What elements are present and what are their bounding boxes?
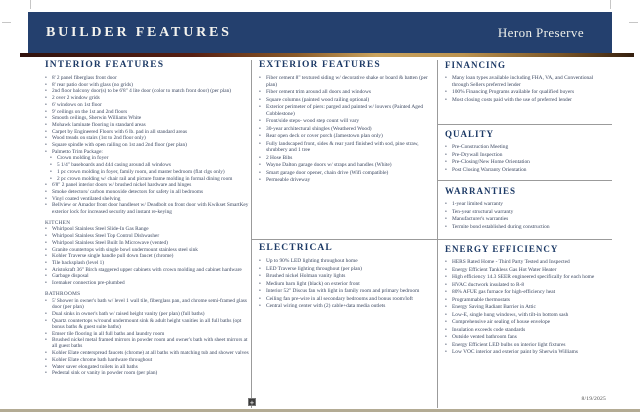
- bullet-icon: •: [445, 266, 447, 273]
- feature-item: [259, 258, 430, 265]
- feature-item: [445, 304, 610, 311]
- feature-item: [45, 260, 250, 266]
- feature-item: [445, 97, 610, 104]
- feature-item: [45, 149, 250, 155]
- feature-item: [445, 282, 610, 289]
- feature-text: BATHROOMS: [45, 291, 81, 298]
- feature-text: Kohler Elate centerspread faucets (chrome) at all baths with matching tub and shower valves: [52, 350, 249, 357]
- feature-item: [445, 75, 610, 88]
- bullet-icon: •: [259, 104, 261, 110]
- feature-item: [45, 226, 250, 232]
- bullet-icon: •: [45, 246, 47, 253]
- feature-item: [259, 177, 430, 184]
- feature-item: [445, 274, 610, 281]
- feature-item: [259, 89, 430, 96]
- feature-item: [445, 216, 610, 223]
- bullet-icon: •: [445, 289, 447, 295]
- bullet-icon: •: [45, 121, 47, 128]
- bullet-icon: •: [45, 108, 47, 115]
- feature-text: Low-E, single hung windows, with tilt-in bottom sash: [452, 311, 569, 318]
- feature-text: 2 over 2 window grids: [52, 95, 100, 102]
- feature-text: Pre-Closing/New Home Orientation: [452, 159, 530, 165]
- bullet-icon: •: [45, 259, 47, 266]
- quality-feature-list: [445, 144, 610, 173]
- financing-feature-list: [445, 75, 610, 103]
- feature-text: Smoke detectors/ carbon monoxide detectors for safety in all bedrooms: [52, 188, 204, 195]
- bullet-icon: •: [45, 128, 47, 135]
- feature-item: [445, 297, 610, 304]
- feature-text: Pre-Drywall Inspection: [452, 151, 503, 158]
- exterior-feature-list: [259, 75, 430, 184]
- header-bar: [28, 12, 612, 53]
- feature-item: [445, 334, 610, 341]
- warranties-section: [445, 186, 610, 231]
- feature-item: [445, 152, 610, 159]
- feature-item: [45, 357, 250, 363]
- feature-text: Manufacturer's warranties: [452, 216, 509, 222]
- feature-text: Ceiling fan pre-wire in all secondary bedrooms and bonus room/loft: [266, 295, 413, 302]
- bullet-icon: •: [445, 259, 447, 265]
- bullet-icon: •: [45, 310, 47, 317]
- energy-efficiency-section: [445, 244, 610, 357]
- feature-item: [259, 133, 430, 140]
- bullet-icon: •: [445, 349, 447, 355]
- bullet-icon: •: [45, 95, 47, 102]
- feature-text: Rear open deck or cover porch (Jamestown plan only): [266, 133, 383, 139]
- feature-text: KITCHEN: [45, 219, 71, 226]
- feature-text: Permeable driveway: [266, 177, 311, 183]
- feature-item: [259, 288, 430, 295]
- feature-text: 5' Shower in owner's bath w/ level 1 wall tile, fiberglass pan, and chrome semi-framed glass door (per plan): [52, 298, 247, 311]
- bullet-icon: •: [445, 304, 447, 310]
- expand-icon[interactable]: +: [249, 399, 255, 407]
- feature-text: Programmable thermostats: [452, 296, 510, 303]
- bullet-icon: •: [45, 266, 47, 273]
- feature-text: Whirlpool Stainless Steel Top Control Dishwasher: [52, 233, 160, 240]
- feature-text: Post Closing Warranty Orientation: [452, 166, 527, 173]
- feature-text: 8' 2 panel fiberglass front door: [52, 75, 117, 81]
- bullet-icon: •: [259, 140, 261, 147]
- feature-text: 6' windows on 1st floor: [52, 101, 102, 108]
- section-title-electrical: ELECTRICAL: [259, 243, 333, 253]
- bullet-icon: •: [45, 226, 47, 233]
- crop-mark-left: [2, 22, 11, 23]
- revision-date: 8/19/2025: [581, 396, 606, 402]
- feature-item: [445, 144, 610, 151]
- bullet-icon: •: [50, 175, 52, 182]
- feature-text: 100% Financing Programs available for qualified buyers: [452, 89, 575, 95]
- feature-text: Icemaker connection pre-plumbed: [52, 280, 125, 287]
- bullet-icon: •: [445, 341, 447, 348]
- feature-item: [45, 233, 250, 239]
- feature-item: [259, 118, 430, 125]
- bullet-icon: •: [445, 296, 447, 303]
- bullet-icon: •: [445, 144, 447, 150]
- feature-item: [45, 176, 250, 182]
- feature-text: Granite countertops with single bowl undermount stainless steel sink: [52, 246, 198, 253]
- feature-item: [45, 318, 250, 330]
- bullet-icon: •: [259, 177, 261, 183]
- feature-item: [445, 289, 610, 296]
- feature-item: [445, 89, 610, 96]
- warranties-feature-list: [445, 201, 610, 230]
- feature-item: [45, 82, 250, 88]
- feature-text: Wood treads on stairs (1st to 2nd floor only): [52, 135, 146, 142]
- feature-text: Medium barn light (black) on exterior front: [266, 280, 360, 287]
- bullet-icon: •: [259, 75, 261, 81]
- feature-text: Energy Efficient LED bulbs on interior light fixtures: [452, 341, 566, 348]
- feature-item: [445, 159, 610, 166]
- feature-item: [259, 155, 430, 162]
- column-divider-2: [437, 60, 438, 408]
- electrical-section: [259, 243, 430, 311]
- section-title-quality: QUALITY: [445, 129, 495, 139]
- group-label: [45, 291, 250, 297]
- section-title-exterior: EXTERIOR FEATURES: [259, 60, 381, 70]
- feature-item: [259, 141, 430, 154]
- feature-item: [45, 135, 250, 141]
- bullet-icon: •: [45, 356, 47, 363]
- feature-text: Aristokraft 36" Birch staggered upper cabinets with crown molding and cabinet hardware: [52, 266, 242, 273]
- feature-text: Exterior perimeter of piers: parged and painted w/ louvers (Painted Aged Cobblestone): [266, 104, 424, 117]
- feature-item: [45, 75, 250, 81]
- feature-text: Garbage disposal: [52, 273, 89, 280]
- feature-text: Comprehensive air sealing of house envelope: [452, 319, 551, 325]
- feature-item: [45, 247, 250, 253]
- feature-text: Smart garage door opener, chain drive (Wifi compatible): [266, 169, 389, 176]
- bullet-icon: •: [445, 311, 447, 318]
- feature-item: [445, 201, 610, 208]
- exterior-features-section: [259, 60, 430, 185]
- bullet-icon: •: [259, 258, 261, 264]
- feature-item: [45, 196, 250, 202]
- feature-item: [45, 331, 250, 337]
- page-title: BUILDER FEATURES: [46, 24, 232, 40]
- feature-text: Quartz countertops w/round undermount sink & adult height vanities in all full baths (opt bonus baths & guest suite baths): [52, 317, 242, 330]
- bullet-icon: •: [445, 223, 447, 230]
- feature-text: Whirlpool Stainless Steel Built In Microwave (vented): [52, 239, 168, 246]
- feature-item: [445, 259, 610, 266]
- bullet-icon: •: [445, 274, 447, 280]
- feature-item: [259, 296, 430, 303]
- feature-item: [445, 209, 610, 216]
- bullet-icon: •: [445, 208, 447, 215]
- feature-text: 1-year limited warranty: [452, 201, 503, 207]
- crop-mark-right: [629, 22, 638, 23]
- feature-text: Termite bond established during construction: [452, 223, 550, 230]
- feature-item: [45, 370, 250, 376]
- bullet-icon: •: [45, 195, 47, 202]
- section-divider-electrical: [251, 239, 437, 240]
- feature-item: [445, 319, 610, 326]
- bullet-icon: •: [45, 75, 47, 81]
- bottom-border-rule: [0, 409, 640, 412]
- feature-item: [45, 182, 250, 188]
- bullet-icon: •: [259, 273, 261, 279]
- bullet-icon: •: [45, 81, 47, 88]
- crop-mark-top-right: [610, 0, 611, 9]
- feature-text: Crown molding in foyer: [57, 155, 109, 162]
- feature-item: [45, 129, 250, 135]
- feature-text: Brushed nickel metal framed mirrors in powder room and owner's bath with sheet mirrors at all guest baths: [52, 337, 248, 350]
- bullet-icon: •: [50, 155, 52, 162]
- feature-item: [259, 170, 430, 177]
- bullet-icon: •: [445, 89, 447, 95]
- feature-text: Square spindle with open railing on 1st and 2nd floor (per plan): [52, 142, 187, 149]
- energy-feature-list: [445, 259, 610, 356]
- bullet-icon: •: [45, 233, 47, 240]
- bullet-icon: •: [50, 168, 52, 175]
- feature-text: Front/side steps- wood step count will vary: [266, 118, 360, 124]
- financing-section: [445, 60, 610, 104]
- feature-item: [45, 337, 250, 349]
- feature-text: 2 Hose Bibs: [266, 154, 293, 161]
- feature-item: [259, 104, 430, 117]
- feature-item: [45, 102, 250, 108]
- feature-item: [445, 349, 610, 356]
- feature-text: 1 pc crown molding in foyer, family room, and master bedroom (flat clgs only): [57, 168, 225, 175]
- crop-mark-top-left: [30, 0, 31, 9]
- bullet-icon: •: [45, 148, 47, 155]
- feature-text: 2 pc crown molding w/ chair rail and picture frame molding in formal dining room: [57, 175, 233, 182]
- bullet-icon: •: [259, 154, 261, 161]
- feature-item: [259, 75, 430, 88]
- feature-text: Fiber cement 8" textured siding w/ decorative shake or board & batten (per plan): [266, 75, 428, 88]
- feature-item: [45, 142, 250, 148]
- feature-text: Many loan types available including FHA, VA, and Conventional through Sellers preferred lender: [452, 75, 594, 88]
- header-accent-stripe: [20, 53, 634, 57]
- feature-item: [45, 95, 250, 101]
- feature-item: [259, 281, 430, 288]
- interior-feature-list: [45, 75, 250, 376]
- bullet-icon: •: [50, 162, 52, 169]
- feature-item: [445, 267, 610, 274]
- feature-item: [445, 167, 610, 174]
- feature-text: Brushed nickel Holman vanity lights: [266, 273, 346, 279]
- feature-text: Fully landscaped front, sides & rear yard finished with sod, pine straw, shrubbery and 1 tree: [266, 140, 419, 153]
- section-divider-energy: [437, 239, 612, 240]
- feature-item: [45, 115, 250, 121]
- bullet-icon: •: [45, 350, 47, 357]
- bullet-icon: •: [45, 298, 47, 304]
- feature-text: Mohawk laminate flooring in standard areas: [52, 121, 146, 128]
- feature-item: [445, 224, 610, 231]
- section-divider-quality: [437, 124, 612, 125]
- section-divider-warranties: [437, 180, 612, 181]
- bullet-icon: •: [259, 133, 261, 139]
- feature-text: Energy Efficient Tankless Gas Hot Water Heater: [452, 266, 557, 273]
- feature-text: Whirlpool Stainless Steel Slide-In Gas Range: [52, 226, 149, 233]
- bullet-icon: •: [45, 88, 47, 95]
- feature-item: [45, 240, 250, 246]
- bullet-icon: •: [259, 89, 261, 95]
- feature-text: 2nd floor balcony door(s) to be 6'8" 4 lite door (color to match front door) (per plan): [52, 88, 232, 95]
- bullet-icon: •: [45, 273, 47, 280]
- bullet-icon: •: [445, 166, 447, 173]
- bullet-icon: •: [45, 115, 47, 122]
- feature-item: [45, 350, 250, 356]
- feature-text: High efficiency 14.3 SEER engineered specifically for each home: [452, 274, 595, 280]
- feature-text: Smooth ceilings, Sherwin Williams White: [52, 115, 142, 122]
- feature-text: Wayne Dalton garage doors w/ straps and handles (White): [266, 162, 392, 168]
- bullet-icon: •: [259, 118, 261, 124]
- feature-text: Dual sinks in owner's bath w/ raised height vanity (per plan) (full baths): [52, 310, 205, 317]
- bullet-icon: •: [45, 135, 47, 142]
- feature-text: Square columns (painted wood railing optional): [266, 96, 370, 103]
- feature-text: Insulation exceeds code standards: [452, 326, 526, 333]
- section-title-interior: INTERIOR FEATURES: [45, 60, 165, 70]
- bullet-icon: •: [445, 201, 447, 207]
- feature-text: Kohler Traverse single handle pull down faucet (chrome): [52, 253, 174, 260]
- bullet-icon: •: [445, 281, 447, 288]
- feature-text: Carpet by Engineered Floors with 6 lb. pad in all standard areas: [52, 128, 188, 135]
- feature-text: Kohler Elate chrome bath hardware throughout: [52, 356, 153, 363]
- feature-text: 6'8" 2 panel interior doors w/ brushed nickel hardware and hinges: [52, 182, 192, 189]
- bullet-icon: •: [445, 96, 447, 103]
- bullet-icon: •: [445, 326, 447, 333]
- bullet-icon: •: [259, 288, 261, 294]
- feature-item: [259, 266, 430, 273]
- bullet-icon: •: [445, 151, 447, 158]
- bullet-icon: •: [45, 202, 47, 209]
- feature-text: LED Traverse lighting throughout (per plan): [266, 265, 362, 272]
- bullet-icon: •: [445, 319, 447, 325]
- feature-text: HERS Rated Home - Third Party Tested and Inspected: [452, 259, 570, 265]
- feature-text: 9' ceilings on the 1st and 2nd floors: [52, 108, 128, 115]
- quality-section: [445, 129, 610, 174]
- section-title-financing: FINANCING: [445, 60, 507, 70]
- feature-item: [45, 298, 250, 310]
- group-label: [45, 220, 250, 226]
- feature-item: [45, 202, 250, 214]
- bullet-icon: •: [259, 295, 261, 302]
- feature-text: Fiber cement trim around all doors and windows: [266, 89, 371, 95]
- feature-item: [45, 109, 250, 115]
- bullet-icon: •: [45, 370, 47, 377]
- feature-item: [45, 311, 250, 317]
- bullet-icon: •: [45, 239, 47, 246]
- feature-text: Central wiring center with (2) cable+data media outlets: [266, 303, 386, 309]
- feature-item: [259, 126, 430, 133]
- community-name: Heron Preserve: [497, 24, 584, 40]
- bullet-icon: •: [45, 317, 47, 324]
- bullet-icon: •: [45, 363, 47, 370]
- bullet-icon: •: [445, 216, 447, 222]
- bullet-icon: •: [259, 169, 261, 176]
- bullet-icon: •: [45, 280, 47, 287]
- bullet-icon: •: [45, 101, 47, 108]
- feature-text: 80% AFUE gas furnace for high-efficiency heat: [452, 289, 556, 295]
- feature-item: [45, 88, 250, 94]
- feature-item: [45, 189, 250, 195]
- feature-item: [45, 273, 250, 279]
- feature-text: 30-year architectural shingles (Weathered Wood): [266, 125, 372, 132]
- bullet-icon: •: [45, 253, 47, 260]
- feature-text: Interior 52" Discus fan with light in family room and primary bedroom: [266, 288, 420, 294]
- interior-features-section: [45, 60, 250, 377]
- feature-text: Energy Saving Radiant Barrier in Attic: [452, 304, 536, 310]
- bullet-icon: •: [45, 142, 47, 149]
- electrical-feature-list: [259, 258, 430, 310]
- feature-text: Low VOC interior and exterior paint by Sherwin Williams: [452, 349, 578, 355]
- feature-item: [45, 162, 250, 168]
- feature-text: Emser tile flooring in all full baths and laundry room: [52, 330, 165, 337]
- feature-item: [45, 364, 250, 370]
- feature-item: [259, 162, 430, 169]
- bullet-icon: •: [259, 280, 261, 287]
- bullet-icon: •: [445, 75, 447, 81]
- bullet-icon: •: [259, 96, 261, 103]
- feature-item: [445, 312, 610, 319]
- bullet-icon: •: [45, 337, 47, 344]
- feature-item: [259, 97, 430, 104]
- feature-text: Up to 90% LED lighting throughout home: [266, 258, 358, 264]
- column-divider-1: [251, 60, 252, 408]
- feature-text: Palmetto Trim Package:: [52, 148, 103, 155]
- feature-item: [45, 155, 250, 161]
- feature-text: 8' rear patio door with glass (no grids): [52, 81, 133, 88]
- feature-text: 5 1/4" baseboards and 444 casing around all windows: [57, 162, 171, 169]
- bullet-icon: •: [45, 188, 47, 195]
- feature-text: Ten-year structural warranty: [452, 208, 514, 215]
- feature-item: [259, 303, 430, 310]
- feature-item: [45, 253, 250, 259]
- bullet-icon: •: [259, 162, 261, 168]
- bullet-icon: •: [445, 334, 447, 340]
- feature-text: Outside vented bathroom fans: [452, 334, 517, 340]
- section-title-energy: ENERGY EFFICIENCY: [445, 244, 559, 254]
- bullet-icon: •: [45, 182, 47, 189]
- feature-item: [445, 342, 610, 349]
- feature-text: Pre-Construction Meeting: [452, 144, 509, 150]
- feature-item: [45, 280, 250, 286]
- bullet-icon: •: [45, 330, 47, 337]
- feature-text: Water saver elongated toilets in all baths: [52, 363, 138, 370]
- bullet-icon: •: [259, 303, 261, 309]
- bullet-icon: •: [259, 265, 261, 272]
- feature-item: [45, 122, 250, 128]
- feature-text: HVAC ductwork insulated to R-8: [452, 281, 525, 288]
- feature-text: Vinyl coated ventilated shelving: [52, 195, 121, 202]
- feature-item: [45, 267, 250, 273]
- feature-item: [259, 273, 430, 280]
- feature-item: [445, 327, 610, 334]
- bullet-icon: •: [259, 125, 261, 132]
- feature-item: [45, 169, 250, 175]
- feature-text: Bellview or Amador front door handleset w/ Deadbolt on front door with Kwikset SmartKey exterior lock for increased security and instant re-keying: [52, 202, 249, 215]
- feature-text: Most closing costs paid with the use of preferred lender: [452, 96, 572, 103]
- bullet-icon: •: [445, 159, 447, 165]
- section-title-warranties: WARRANTIES: [445, 186, 517, 196]
- feature-text: Pedestal sink or vanity in powder room (per plan): [52, 370, 158, 377]
- feature-text: Tile backsplash (level 1): [52, 259, 105, 266]
